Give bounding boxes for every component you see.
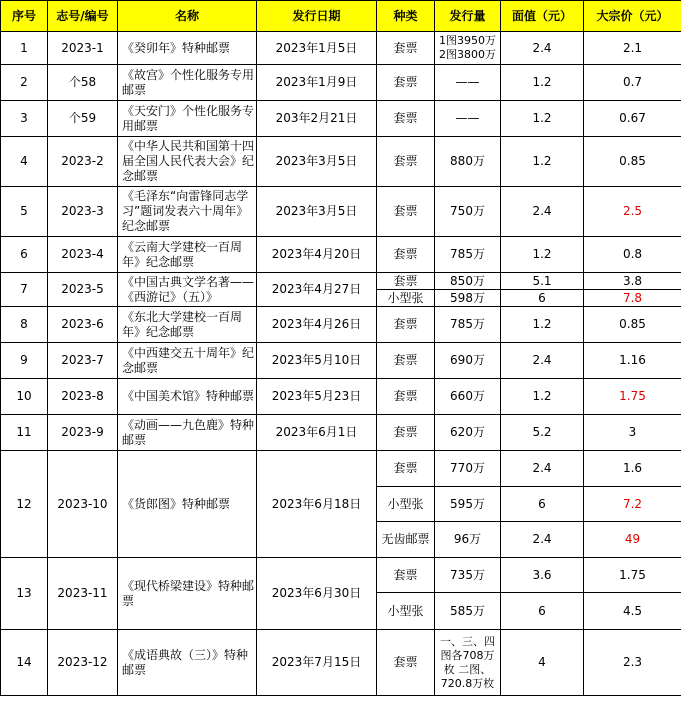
cell-type: 无齿邮票 bbox=[377, 522, 435, 558]
cell-face: 1.2 bbox=[501, 65, 584, 101]
cell-type: 小型张 bbox=[377, 290, 435, 307]
table-row bbox=[1, 32, 681, 65]
cell-date: 2023年6月30日 bbox=[257, 558, 377, 630]
cell-date: 2023年6月18日 bbox=[257, 451, 377, 558]
cell-type: 套票 bbox=[377, 379, 435, 415]
cell-name: 《中国古典文学名著——《西游记》（五）》 bbox=[118, 273, 257, 307]
cell-name: 《中国美术馆》特种邮票 bbox=[118, 379, 257, 415]
cell-price: 0.67 bbox=[584, 101, 681, 137]
cell-type: 套票 bbox=[377, 343, 435, 379]
cell-face: 6 bbox=[501, 487, 584, 522]
cell-face: 2.4 bbox=[501, 343, 584, 379]
cell-name: 《云南大学建校一百周年》纪念邮票 bbox=[118, 237, 257, 273]
cell-type: 套票 bbox=[377, 32, 435, 65]
header-no: 序号 bbox=[1, 1, 48, 32]
cell-no: 8 bbox=[1, 307, 48, 343]
header-row bbox=[1, 1, 681, 32]
cell-type: 套票 bbox=[377, 558, 435, 593]
cell-qty: 一、三、四图各708万枚 二图、720.8万枚 bbox=[435, 630, 501, 696]
table-row bbox=[1, 101, 681, 137]
cell-code: 2023-1 bbox=[48, 32, 118, 65]
cell-price: 4.5 bbox=[584, 593, 681, 630]
cell-code: 2023-3 bbox=[48, 187, 118, 237]
cell-code: 2023-11 bbox=[48, 558, 118, 630]
cell-qty: 880万 bbox=[435, 137, 501, 187]
cell-face: 1.2 bbox=[501, 237, 584, 273]
cell-price: 7.8 bbox=[584, 290, 681, 307]
cell-name: 《中华人民共和国第十四届全国人民代表大会》纪念邮票 bbox=[118, 137, 257, 187]
header-qty: 发行量 bbox=[435, 1, 501, 32]
cell-price: 0.8 bbox=[584, 237, 681, 273]
cell-face: 1.2 bbox=[501, 307, 584, 343]
header-name: 名称 bbox=[118, 1, 257, 32]
cell-date: 2023年6月1日 bbox=[257, 415, 377, 451]
cell-price: 2.1 bbox=[584, 32, 681, 65]
cell-code: 个59 bbox=[48, 101, 118, 137]
cell-code: 2023-10 bbox=[48, 451, 118, 558]
cell-price: 1.75 bbox=[584, 379, 681, 415]
cell-name: 《中西建交五十周年》纪念邮票 bbox=[118, 343, 257, 379]
cell-name: 《故宫》个性化服务专用邮票 bbox=[118, 65, 257, 101]
cell-no: 3 bbox=[1, 101, 48, 137]
cell-price: 2.3 bbox=[584, 630, 681, 696]
cell-code: 2023-9 bbox=[48, 415, 118, 451]
cell-price: 49 bbox=[584, 522, 681, 558]
cell-date: 2023年1月5日 bbox=[257, 32, 377, 65]
cell-type: 套票 bbox=[377, 451, 435, 487]
cell-type: 套票 bbox=[377, 187, 435, 237]
header-price: 大宗价（元） bbox=[584, 1, 681, 32]
cell-code: 2023-4 bbox=[48, 237, 118, 273]
cell-qty: —— bbox=[435, 65, 501, 101]
cell-price: 0.85 bbox=[584, 307, 681, 343]
cell-no: 2 bbox=[1, 65, 48, 101]
cell-no: 6 bbox=[1, 237, 48, 273]
cell-face: 3.6 bbox=[501, 558, 584, 593]
cell-face: 2.4 bbox=[501, 32, 584, 65]
cell-name: 《现代桥梁建设》特种邮票 bbox=[118, 558, 257, 630]
cell-qty: 598万 bbox=[435, 290, 501, 307]
cell-price: 1.6 bbox=[584, 451, 681, 487]
table-row bbox=[1, 451, 681, 487]
cell-name: 《东北大学建校一百周年》纪念邮票 bbox=[118, 307, 257, 343]
header-code: 志号/编号 bbox=[48, 1, 118, 32]
cell-type: 套票 bbox=[377, 415, 435, 451]
cell-no: 4 bbox=[1, 137, 48, 187]
cell-qty: 620万 bbox=[435, 415, 501, 451]
header-face: 面值（元） bbox=[501, 1, 584, 32]
cell-price: 3 bbox=[584, 415, 681, 451]
header-type: 种类 bbox=[377, 1, 435, 32]
cell-qty: 585万 bbox=[435, 593, 501, 630]
cell-date: 203年2月21日 bbox=[257, 101, 377, 137]
cell-price: 3.8 bbox=[584, 273, 681, 290]
cell-qty: 785万 bbox=[435, 307, 501, 343]
cell-date: 2023年3月5日 bbox=[257, 187, 377, 237]
table-row bbox=[1, 65, 681, 101]
header-date: 发行日期 bbox=[257, 1, 377, 32]
cell-face: 4 bbox=[501, 630, 584, 696]
table-row bbox=[1, 379, 681, 415]
cell-no: 11 bbox=[1, 415, 48, 451]
cell-face: 2.4 bbox=[501, 522, 584, 558]
cell-no: 13 bbox=[1, 558, 48, 630]
cell-price: 2.5 bbox=[584, 187, 681, 237]
cell-name: 《货郎图》特种邮票 bbox=[118, 451, 257, 558]
cell-price: 0.7 bbox=[584, 65, 681, 101]
cell-name: 《成语典故（三）》特种邮票 bbox=[118, 630, 257, 696]
cell-no: 14 bbox=[1, 630, 48, 696]
cell-type: 套票 bbox=[377, 137, 435, 187]
cell-name: 《癸卯年》特种邮票 bbox=[118, 32, 257, 65]
cell-qty: 660万 bbox=[435, 379, 501, 415]
cell-price: 1.75 bbox=[584, 558, 681, 593]
cell-code: 2023-8 bbox=[48, 379, 118, 415]
table-row bbox=[1, 558, 681, 593]
cell-type: 小型张 bbox=[377, 487, 435, 522]
cell-date: 2023年1月9日 bbox=[257, 65, 377, 101]
cell-price: 0.85 bbox=[584, 137, 681, 187]
cell-qty: 735万 bbox=[435, 558, 501, 593]
cell-type: 套票 bbox=[377, 101, 435, 137]
cell-qty: 595万 bbox=[435, 487, 501, 522]
cell-type: 套票 bbox=[377, 307, 435, 343]
cell-code: 个58 bbox=[48, 65, 118, 101]
cell-qty: 96万 bbox=[435, 522, 501, 558]
cell-date: 2023年4月26日 bbox=[257, 307, 377, 343]
cell-face: 2.4 bbox=[501, 187, 584, 237]
cell-face: 5.2 bbox=[501, 415, 584, 451]
cell-date: 2023年4月20日 bbox=[257, 237, 377, 273]
cell-type: 套票 bbox=[377, 273, 435, 290]
cell-no: 1 bbox=[1, 32, 48, 65]
cell-qty: 785万 bbox=[435, 237, 501, 273]
cell-name: 《毛泽东“向雷锋同志学习”题词发表六十周年》纪念邮票 bbox=[118, 187, 257, 237]
cell-qty: 850万 bbox=[435, 273, 501, 290]
cell-code: 2023-2 bbox=[48, 137, 118, 187]
cell-date: 2023年7月15日 bbox=[257, 630, 377, 696]
cell-type: 套票 bbox=[377, 630, 435, 696]
table-row bbox=[1, 630, 681, 696]
cell-code: 2023-6 bbox=[48, 307, 118, 343]
cell-price: 1.16 bbox=[584, 343, 681, 379]
cell-date: 2023年3月5日 bbox=[257, 137, 377, 187]
cell-code: 2023-12 bbox=[48, 630, 118, 696]
cell-price: 7.2 bbox=[584, 487, 681, 522]
cell-qty: 750万 bbox=[435, 187, 501, 237]
cell-face: 1.2 bbox=[501, 379, 584, 415]
table-row bbox=[1, 415, 681, 451]
table-row bbox=[1, 237, 681, 273]
cell-code: 2023-5 bbox=[48, 273, 118, 307]
cell-no: 5 bbox=[1, 187, 48, 237]
cell-name: 《动画——九色鹿》特种邮票 bbox=[118, 415, 257, 451]
cell-qty: 1图3950万 2图3800万 bbox=[435, 32, 501, 65]
table-row bbox=[1, 343, 681, 379]
cell-no: 12 bbox=[1, 451, 48, 558]
cell-code: 2023-7 bbox=[48, 343, 118, 379]
cell-type: 小型张 bbox=[377, 593, 435, 630]
table-row bbox=[1, 307, 681, 343]
cell-face: 2.4 bbox=[501, 451, 584, 487]
cell-type: 套票 bbox=[377, 65, 435, 101]
cell-name: 《天安门》个性化服务专用邮票 bbox=[118, 101, 257, 137]
cell-no: 7 bbox=[1, 273, 48, 307]
cell-face: 1.2 bbox=[501, 101, 584, 137]
cell-no: 9 bbox=[1, 343, 48, 379]
cell-face: 5.1 bbox=[501, 273, 584, 290]
cell-face: 6 bbox=[501, 593, 584, 630]
cell-face: 6 bbox=[501, 290, 584, 307]
cell-qty: 770万 bbox=[435, 451, 501, 487]
cell-type: 套票 bbox=[377, 237, 435, 273]
table-row bbox=[1, 187, 681, 237]
cell-qty: —— bbox=[435, 101, 501, 137]
cell-face: 1.2 bbox=[501, 137, 584, 187]
cell-date: 2023年5月10日 bbox=[257, 343, 377, 379]
table-row bbox=[1, 273, 681, 290]
cell-no: 10 bbox=[1, 379, 48, 415]
cell-date: 2023年4月27日 bbox=[257, 273, 377, 307]
table-row bbox=[1, 137, 681, 187]
cell-date: 2023年5月23日 bbox=[257, 379, 377, 415]
cell-qty: 690万 bbox=[435, 343, 501, 379]
